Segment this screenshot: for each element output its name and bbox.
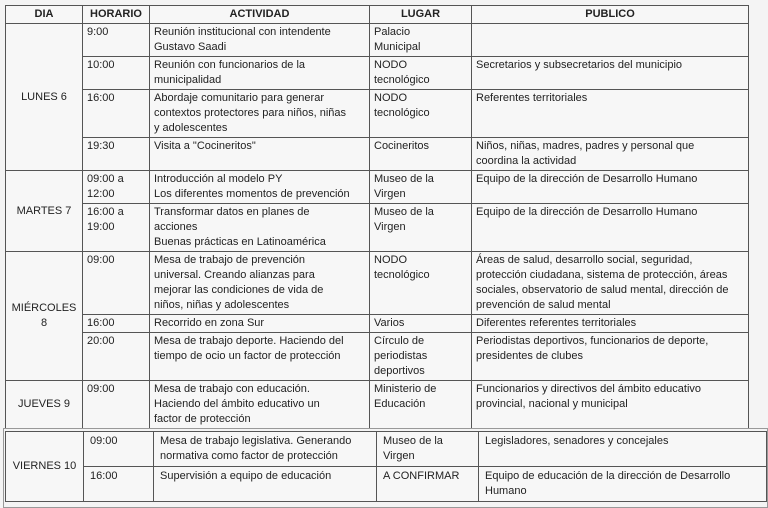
lugar-cell-line: Educación [374,398,426,410]
day-label: VIERNES 10 [6,432,84,502]
horario-cell-line: 12:00 [87,188,115,200]
header-horario: HORARIO [83,6,150,24]
actividad-cell [150,252,370,315]
lugar-cell [370,333,472,381]
publico-cell-line: Humano [485,485,527,497]
horario-cell-line: 10:00 [87,59,115,71]
header-dia: DIA [6,6,83,24]
actividad-cell-line: Reunión institucional con intendente [154,26,331,38]
lugar-cell-line: Museo de la [374,173,434,185]
lugar-cell [370,381,472,429]
publico-cell [479,467,767,502]
actividad-cell-line: acciones [154,221,198,233]
publico-cell-line: Equipo de educación de la dirección de Desarrollo [485,470,731,482]
publico-cell-line: Áreas de salud, desarrollo social, seguridad, [476,254,693,266]
actividad-cell-line: mejorar las condiciones de vida de [154,284,324,296]
actividad-cell-line: Visita a "Cocineritos" [154,140,256,152]
header-publico: PUBLICO [472,6,749,24]
actividad-cell-line: Abordaje comunitario para generar [154,92,324,104]
lugar-cell [370,171,472,204]
lugar-cell [370,90,472,138]
horario-cell-line: 19:00 [87,221,115,233]
horario-cell-line: 09:00 [87,254,115,266]
publico-cell-line: Equipo de la dirección de Desarrollo Humano [476,173,698,185]
lugar-cell-line: NODO [374,254,407,266]
day-label: MIÉRCOLES 8 [6,252,83,381]
lugar-cell-line: Cocineritos [374,140,430,152]
table-row [6,333,749,381]
horario-cell-line: 16:00 [90,470,118,482]
table-row [6,252,749,315]
horario-cell [83,333,150,381]
lugar-cell-line: NODO [374,92,407,104]
horario-cell [84,467,154,502]
publico-cell [472,171,749,204]
publico-cell [472,204,749,252]
lugar-cell-line: Municipal [374,41,421,53]
horario-cell-line: 9:00 [87,26,109,38]
publico-cell-line: Secretarios y subsecretarios del municipio [476,59,683,71]
table-row [6,432,767,467]
lugar-cell-line: Varios [374,317,405,329]
actividad-cell-line: Mesa de trabajo con educación. [154,383,310,395]
table-row [6,467,767,502]
lugar-cell [377,432,479,467]
publico-cell [479,432,767,467]
horario-cell-line: 16:00 a [87,206,124,218]
publico-cell [472,138,749,171]
lugar-cell-line: tecnológico [374,269,430,281]
lugar-cell-line: tecnológico [374,74,430,86]
publico-cell-line: coordina la actividad [476,155,577,167]
horario-cell-line: 09:00 [90,435,118,447]
publico-cell [472,90,749,138]
actividad-cell-line: Introducción al modelo PY [154,173,283,185]
horario-cell [83,57,150,90]
actividad-cell-line: normativa como factor de protección [160,450,338,462]
actividad-cell-line: Mesa de trabajo de prevención [154,254,306,266]
day-label: LUNES 6 [6,24,83,171]
publico-cell-line: prevención de salud mental [476,299,611,311]
publico-cell [472,381,749,429]
horario-cell [83,171,150,204]
lugar-cell [370,204,472,252]
publico-cell-line: provincial, nacional y municipal [476,398,628,410]
header-actividad: ACTIVIDAD [150,6,370,24]
actividad-cell [150,24,370,57]
table-row [6,90,749,138]
lugar-cell-line: Palacio [374,26,411,38]
horario-cell [83,90,150,138]
lugar-cell-line: Círculo de [374,335,425,347]
actividad-cell [154,467,377,502]
horario-cell-line: 16:00 [87,92,115,104]
table-row [6,171,749,204]
publico-cell-line: Diferentes referentes territoriales [476,317,637,329]
actividad-cell-line: Haciendo del ámbito educativo un [154,398,320,410]
publico-cell-line: presidentes de clubes [476,350,584,362]
lugar-cell [370,24,472,57]
actividad-cell-line: niños, niñas y adolescentes [154,299,290,311]
actividad-cell-line: contextos protectores para niños, niñas [154,107,347,119]
publico-cell [472,333,749,381]
actividad-cell [150,57,370,90]
table-row [6,138,749,171]
actividad-cell [150,171,370,204]
actividad-cell [150,138,370,171]
horario-cell-line: 09:00 [87,383,115,395]
lugar-cell-line: Ministerio de [374,383,437,395]
actividad-cell [150,315,370,333]
lugar-cell [370,138,472,171]
horario-cell [83,252,150,315]
actividad-cell-line: municipalidad [154,74,222,86]
lugar-cell [370,252,472,315]
lugar-cell-line: Museo de la [383,435,443,447]
actividad-cell-line: Gustavo Saadi [154,41,227,53]
horario-cell-line: 20:00 [87,335,115,347]
actividad-cell-line: y adolescentes [154,122,228,134]
publico-cell-line: Equipo de la dirección de Desarrollo Humano [476,206,698,218]
table-row [6,57,749,90]
actividad-cell-line: factor de protección [154,413,251,425]
horario-cell [83,138,150,171]
publico-cell-line: Periodistas deportivos, funcionarios de deporte, [476,335,709,347]
table-row [6,315,749,333]
actividad-cell [150,90,370,138]
schedule-table [5,5,749,429]
table-row [6,24,749,57]
day-label: MARTES 7 [6,171,83,252]
publico-cell [472,315,749,333]
horario-cell [83,204,150,252]
lugar-cell-line: NODO [374,59,407,71]
horario-cell [83,24,150,57]
actividad-cell-line: Supervisión a equipo de educación [160,470,332,482]
header-row [6,6,749,24]
table-row [6,381,749,429]
horario-cell-line: 19:30 [87,140,115,152]
friday-body [6,432,767,502]
header-lugar: LUGAR [370,6,472,24]
publico-cell-line: sociales, observatorio de salud mental, dirección de [476,284,729,296]
actividad-cell-line: Mesa de trabajo legislativa. Generando [160,435,352,447]
horario-cell [83,381,150,429]
actividad-cell-line: Mesa de trabajo deporte. Haciendo del [154,335,344,347]
horario-cell [83,315,150,333]
actividad-cell-line: Recorrido en zona Sur [154,317,265,329]
lugar-cell-line: Virgen [383,450,415,462]
horario-cell-line: 16:00 [87,317,115,329]
lugar-cell [370,57,472,90]
day-label: JUEVES 9 [6,381,83,429]
lugar-cell-line: tecnológico [374,107,430,119]
publico-cell-line: protección ciudadana, sistema de protección, áreas [476,269,728,281]
actividad-cell-line: Transformar datos en planes de [154,206,310,218]
lugar-cell-line: periodistas [374,350,428,362]
actividad-cell [150,204,370,252]
lugar-cell-line: A CONFIRMAR [383,470,460,482]
actividad-cell [150,381,370,429]
lugar-cell [377,467,479,502]
lugar-cell [370,315,472,333]
actividad-cell-line: Buenas prácticas en Latinoamérica [154,236,326,248]
actividad-cell-line: tiempo de ocio un factor de protección [154,350,341,362]
publico-cell [472,57,749,90]
publico-cell-line: Legisladores, senadores y concejales [485,435,669,447]
publico-cell-line: Referentes territoriales [476,92,588,104]
table-row [6,204,749,252]
schedule-body [6,24,749,429]
horario-cell [84,432,154,467]
actividad-cell-line: Los diferentes momentos de prevención [154,188,350,200]
lugar-cell-line: Virgen [374,188,406,200]
publico-cell-line: Funcionarios y directivos del ámbito educativo [476,383,702,395]
actividad-cell [150,333,370,381]
horario-cell-line: 09:00 a [87,173,124,185]
lugar-cell-line: deportivos [374,365,425,377]
publico-cell [472,252,749,315]
actividad-cell-line: universal. Creando alianzas para [154,269,315,281]
actividad-cell-line: Reunión con funcionarios de la [154,59,306,71]
lugar-cell-line: Museo de la [374,206,434,218]
actividad-cell [154,432,377,467]
lugar-cell-line: Virgen [374,221,406,233]
publico-cell-line: Niños, niñas, madres, padres y personal que [476,140,695,152]
publico-cell [472,24,749,57]
friday-table [5,431,767,502]
